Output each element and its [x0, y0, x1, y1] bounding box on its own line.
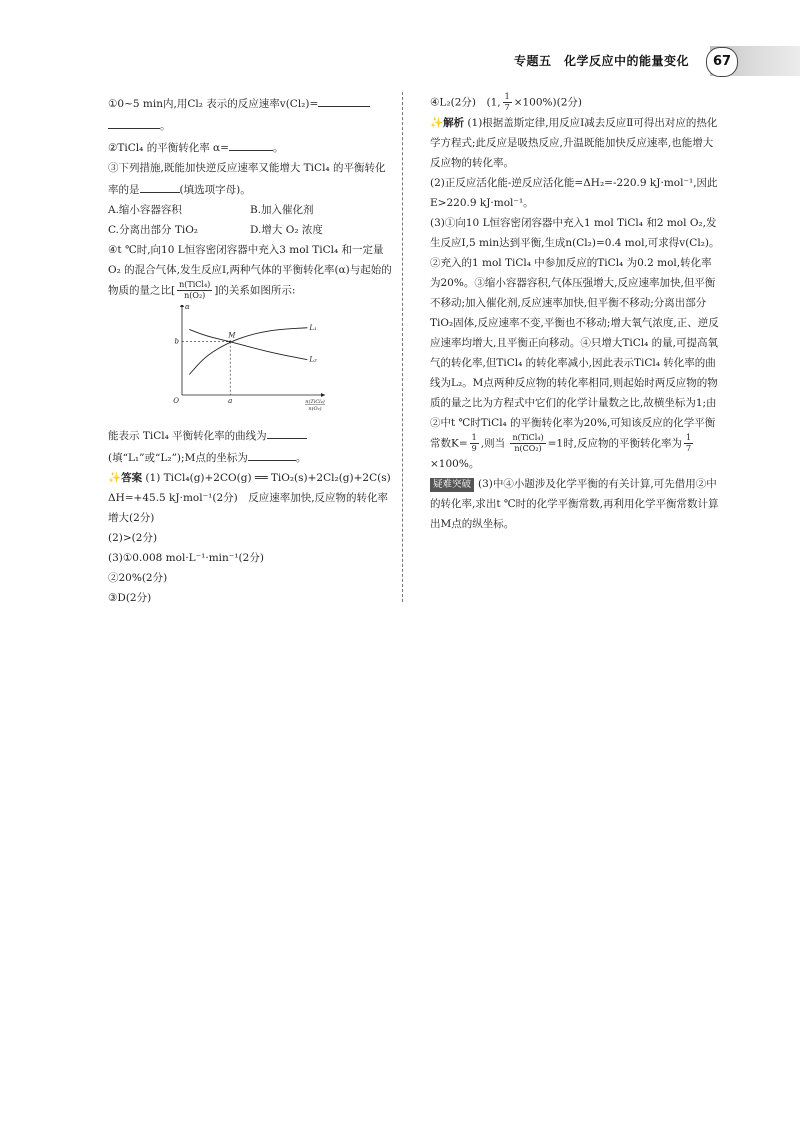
- explanation-3: (3)①向10 L恒容密闭容器中充入1 mol TiCl₄ 和2 mol O₂,发生反应Ⅰ,5 min达到平衡,生成n(Cl₂)=0.4 mol,可求得v(Cl₂)。②充入的1 mol TiCl₄ 中参加反应的TiCl₄ 为0.2 mol,转化率为20%。③缩小容器容积,气体压强增大,反应速率加快,但平衡不移动;加入催化剂,反应速率加快,但平衡不移动;分离出部分TiO₂固体,反应速率不变,平衡也不移动;增大氧气浓度,正、逆反应速率均增大,且平衡正向移动。④只增大TiCl₄ 的量,可提高氧气的转化率,但TiCl₄ 的转化率减小,因此表示TiCl₄ 转化率的曲线为L₂。M点两种反应物的转化率相同,则起始时两反应物的物质的量之比为方程式中它们的化学计量数之比,故横坐标为1;由②中t ℃时TiCl₄ 的平衡转化率为20%,可知该反应的化学平衡常数K= $\frac{1}{9}$ ,则当 $\frac{\text{n(TiCl₄)}}{\text{n(CO₂)}}$ =1时,反应物的平衡转化率为 $\frac{1}{7}$ ×100%。: [430, 217, 720, 470]
- option-list: [108, 200, 392, 240]
- conversion-chart: [168, 305, 338, 420]
- x-axis-label-num: n(TiCl₄): [305, 399, 325, 405]
- page-number: 67: [706, 47, 738, 77]
- option-a: A.缩小容器容积: [108, 204, 182, 216]
- answer-blank: [318, 92, 370, 107]
- difficulty-label: 疑难突破: [430, 478, 474, 492]
- answer-blank: [248, 446, 296, 461]
- x-axis-arrow: [321, 393, 325, 397]
- left-column: [108, 92, 402, 608]
- answer-line-2: (2)>(2分): [108, 532, 158, 544]
- answer-label: ✨答案: [108, 472, 143, 484]
- answer-blank: [140, 178, 180, 193]
- option-c: C.分离出部分 TiO₂: [108, 224, 199, 236]
- fraction: $\frac{\text{n(TiCl₄)}}{\text{n(CO₂)}}$: [512, 433, 544, 453]
- point-m: [229, 341, 231, 343]
- difficulty-note: 疑难突破 (3)中④小题涉及化学平衡的有关计算,可先借用②中的转化率,求出t ℃时的化学平衡常数,再利用化学平衡常数计算出M点的纵坐标。: [430, 478, 719, 530]
- conversion-chart-svg: [168, 305, 338, 420]
- question-1: ①0~5 min内,用Cl₂ 表示的反应速率v(Cl₂)= 。: [108, 92, 392, 136]
- series-label-2: L₂: [309, 355, 317, 364]
- fraction: $\frac{1}{7}$: [685, 433, 692, 453]
- y-axis-arrow: [180, 305, 184, 307]
- question-5: 能表示 TiCl₄ 平衡转化率的曲线为(填“L₁”或“L₂”);M点的坐标为 。: [108, 424, 392, 468]
- question-2: ②TiCl₄ 的平衡转化率 α= 。: [108, 136, 392, 158]
- question-3: ③下列措施,既能加快逆反应速率又能增大 TiCl₄ 的平衡转化率的是 (填选项字母)。: [108, 162, 386, 196]
- answer-blank: [229, 136, 273, 151]
- option-d: D.增大 O₂ 浓度: [250, 224, 323, 236]
- answer-line-5: ③D(2分): [108, 592, 152, 604]
- answer-blank: [108, 114, 160, 129]
- origin-label: O: [173, 397, 179, 405]
- series-line-2: [189, 329, 307, 359]
- explanation-1: ✨解析 (1)根据盖斯定律,用反应Ⅰ减去反应Ⅱ可得出对应的热化学方程式;此反应是吸热反应,升温既能加快反应速率,也能增大反应物的转化率。: [430, 117, 718, 169]
- x-axis-label-den: n(O₂): [308, 406, 322, 412]
- y-tick-label: b: [174, 337, 179, 346]
- answer-block: ✨答案 (1) TiCl₄(g)+2CO(g) ══ TiO₂(s)+2Cl₂(g)+2C(s) ΔH=+45.5 kJ·mol⁻¹(2分) 反应速率加快,反应物的转化率增大(2分): [108, 472, 402, 524]
- option-b: B.加入催化剂: [250, 204, 314, 216]
- column-divider: [402, 92, 403, 602]
- fraction: $\frac{1}{7}$: [504, 92, 510, 112]
- answer-blank: [267, 424, 307, 439]
- point-label: M: [228, 331, 236, 340]
- right-column: [430, 92, 720, 534]
- series-label-1: L₁: [309, 323, 317, 332]
- answer-line-4: ②20%(2分): [108, 572, 168, 584]
- ratio-fraction: $\frac{\text{n(TiCl₄)}}{\text{n(O₂)}}$: [179, 280, 211, 300]
- fraction: $\frac{1}{9}$: [471, 433, 477, 453]
- explanation-2: (2)正反应活化能-逆反应活化能=ΔH₂=-220.9 kJ·mol⁻¹,因此E>220.9 kJ·mol⁻¹。: [430, 177, 718, 209]
- explanation-label: ✨解析: [430, 117, 465, 129]
- x-tick-label: a: [228, 397, 233, 405]
- series-line-1: [189, 328, 307, 375]
- answer-line-3: (3)①0.008 mol·L⁻¹·min⁻¹(2分): [108, 552, 264, 564]
- question-4: ④t ℃时,向10 L恒容密闭容器中充入3 mol TiCl₄ 和一定量 O₂ 的混合气体,发生反应Ⅰ,两种气体的平衡转化率(α)与起始的物质的量之比[ $\frac{\text{n(TiCl₄)}}{\text{n(O₂)}}$ ]的关系如图所示:: [108, 244, 392, 300]
- chapter-title: 专题五 化学反应中的能量变化: [514, 54, 690, 68]
- answer-line-6: ④L₂(2分) (1, $\frac{1}{7}$ ×100%)(2分): [430, 92, 582, 112]
- y-axis-label: α: [185, 305, 190, 311]
